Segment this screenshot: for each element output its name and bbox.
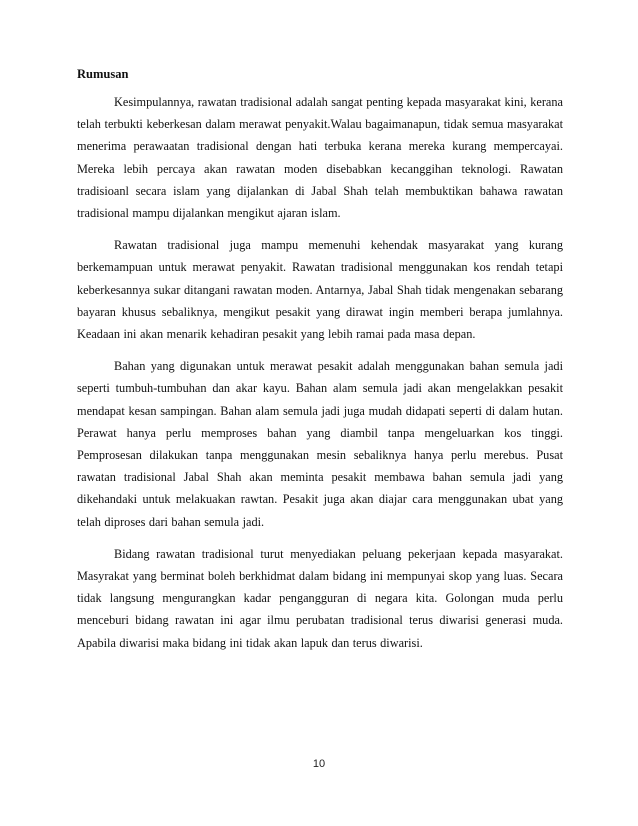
- page-number: 10: [312, 758, 326, 770]
- paragraph-3: Bahan yang digunakan untuk merawat pesakit adalah menggunakan bahan semula jadi seperti tumbuh-tumbuhan dan akar kayu. Bahan alam semula jadi akan mengelakkan pesakit mendapat kesan sampingan. Bahan alam semula jadi juga mudah didapati seperti di dalam hutan. Perawat hanya perlu memproses bahan yang diambil tanpa mengeluarkan kos tinggi. Pemprosesan dilakukan tanpa menggunakan mesin sebaliknya hanya perlu merebus. Pusat rawatan tradisional Jabal Shah akan meminta pesakit membawa bahan semula jadi yang dikehandaki untuk melakuakan rawtan. Pesakit juga akan diajar cara menggunakan ubat yang telah diproses dari bahan semula jadi.: [77, 359, 563, 529]
- section-heading: Rumusan: [77, 67, 129, 81]
- paragraph-1: Kesimpulannya, rawatan tradisional adalah sangat penting kepada masyarakat kini, kerana telah terbukti keberkesan dalam merawat penyakit.Walau bagaimanapun, tidak semua masyarakat menerima perawaatan tradisional dengan hati terbuka kerana mereka kurang mempercayai. Mereka lebih percaya akan rawatan moden disebabkan kecanggihan teknologi. Rawatan tradisioanl secara islam yang dijalankan di Jabal Shah telah membuktikan bahawa rawatan tradisional mampu dijalankan mengikut ajaran islam.: [77, 95, 563, 221]
- paragraph-4: Bidang rawatan tradisional turut menyediakan peluang pekerjaan kepada masyarakat. Masyrakat yang berminat boleh berkhidmat dalam bidang ini mempunyai skop yang luas. Secara tidak langsung mengurangkan kadar pengangguran di negara kita. Golongan muda perlu menceburi bidang rawatan ini agar ilmu perubatan tradisional terus diwarisi generasi muda. Apabila diwarisi maka bidang ini tidak akan lapuk dan terus diwarisi.: [77, 546, 563, 650]
- paragraph-2: Rawatan tradisional juga mampu memenuhi kehendak masyarakat yang kurang berkemampuan untuk merawat penyakit. Rawatan tradisional menggunakan kos rendah tetapi keberkesannya sukar ditangani rawatan moden. Antarnya, Jabal Shah tidak mengenakan sebarang bayaran khusus sebaliknya, mengikut pesakit yang dirawat ingin memberi berapa jumlahnya. Keadaan ini akan menarik kehadiran pesakit yang lebih ramai pada masa depan.: [77, 238, 563, 342]
- page-content: [77, 65, 563, 664]
